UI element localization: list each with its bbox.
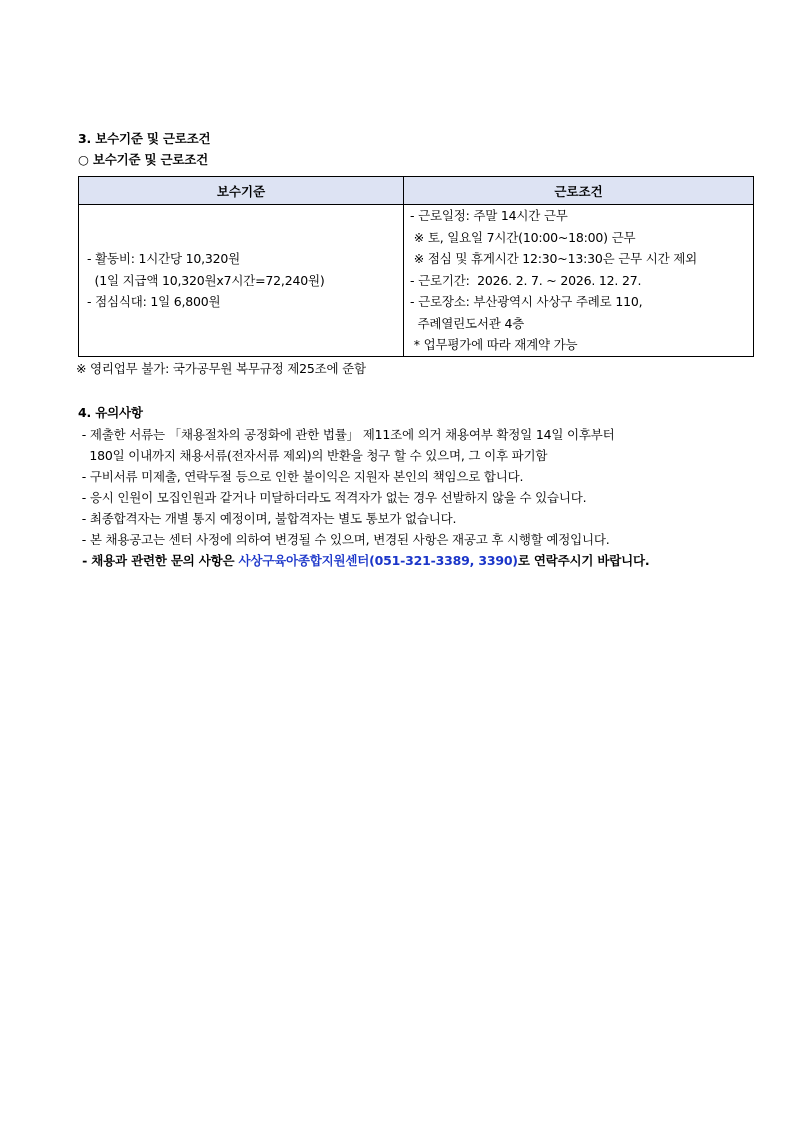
pay-line: (1일 지급액 10,320원x7시간=72,240원) xyxy=(87,272,325,288)
work-cell xyxy=(404,205,754,357)
contact-center: 사상구육아종합지원센터(051-321-3389, 3390) xyxy=(238,553,518,568)
pay-line: - 점심식대: 1일 6,800원 xyxy=(87,294,221,309)
work-line: ※ 점심 및 휴게시간 12:30~13:30은 근무 시간 제외 xyxy=(410,251,698,266)
conditions-table xyxy=(78,176,754,357)
work-line: 주례열린도서관 4층 xyxy=(410,315,525,331)
section3-subheading: ○ 보수기준 및 근로조건 xyxy=(78,152,209,167)
list-item: - 응시 인원이 모집인원과 같거나 미달하더라도 적격자가 없는 경우 선발하지 않을 수 있습니다. xyxy=(78,490,587,505)
work-line: ※ 토, 일요일 7시간(10:00~18:00) 근무 xyxy=(410,229,636,245)
work-line: - 근로장소: 부산광역시 사상구 주례로 110, xyxy=(410,294,643,309)
list-item: - 구비서류 미제출, 연락두절 등으로 인한 불이익은 지원자 본인의 책임으로 합니다. xyxy=(78,469,524,484)
list-item: 180일 이내까지 채용서류(전자서류 제외)의 반환을 청구 할 수 있으며, 그 이후 파기함 xyxy=(78,448,548,463)
contact-prefix: - 채용과 관련한 문의 사항은 xyxy=(78,553,239,568)
work-line: - 근로일정: 주말 14시간 근무 xyxy=(410,208,568,223)
table-row xyxy=(79,205,754,357)
contact-line xyxy=(78,553,649,569)
list-item: - 최종합격자는 개별 통지 예정이며, 불합격자는 별도 통보가 없습니다. xyxy=(78,511,457,526)
table-header-row xyxy=(79,177,754,205)
section3-note: ※ 영리업무 불가: 국가공무원 복무규정 제25조에 준함 xyxy=(76,361,366,376)
work-line: - 근로기간: 2026. 2. 7. ~ 2026. 12. 27. xyxy=(410,272,642,288)
work-line: * 업무평가에 따라 재계약 가능 xyxy=(410,337,578,352)
list-item: - 제출한 서류는 「채용절차의 공정화에 관한 법률」 제11조에 의거 채용여부 확정일 14일 이후부터 xyxy=(78,427,615,442)
section4-heading: 4. 유의사항 xyxy=(78,405,143,420)
contact-suffix: 로 연락주시기 바랍니다. xyxy=(517,553,650,568)
pay-header: 보수기준 xyxy=(79,177,404,205)
work-header: 근로조건 xyxy=(404,177,754,205)
pay-cell xyxy=(79,205,404,357)
section3-heading: 3. 보수기준 및 근로조건 xyxy=(78,131,211,146)
list-item: - 본 채용공고는 센터 사정에 의하여 변경될 수 있으며, 변경된 사항은 재공고 후 시행할 예정입니다. xyxy=(78,532,610,547)
pay-line: - 활동비: 1시간당 10,320원 xyxy=(87,251,241,266)
